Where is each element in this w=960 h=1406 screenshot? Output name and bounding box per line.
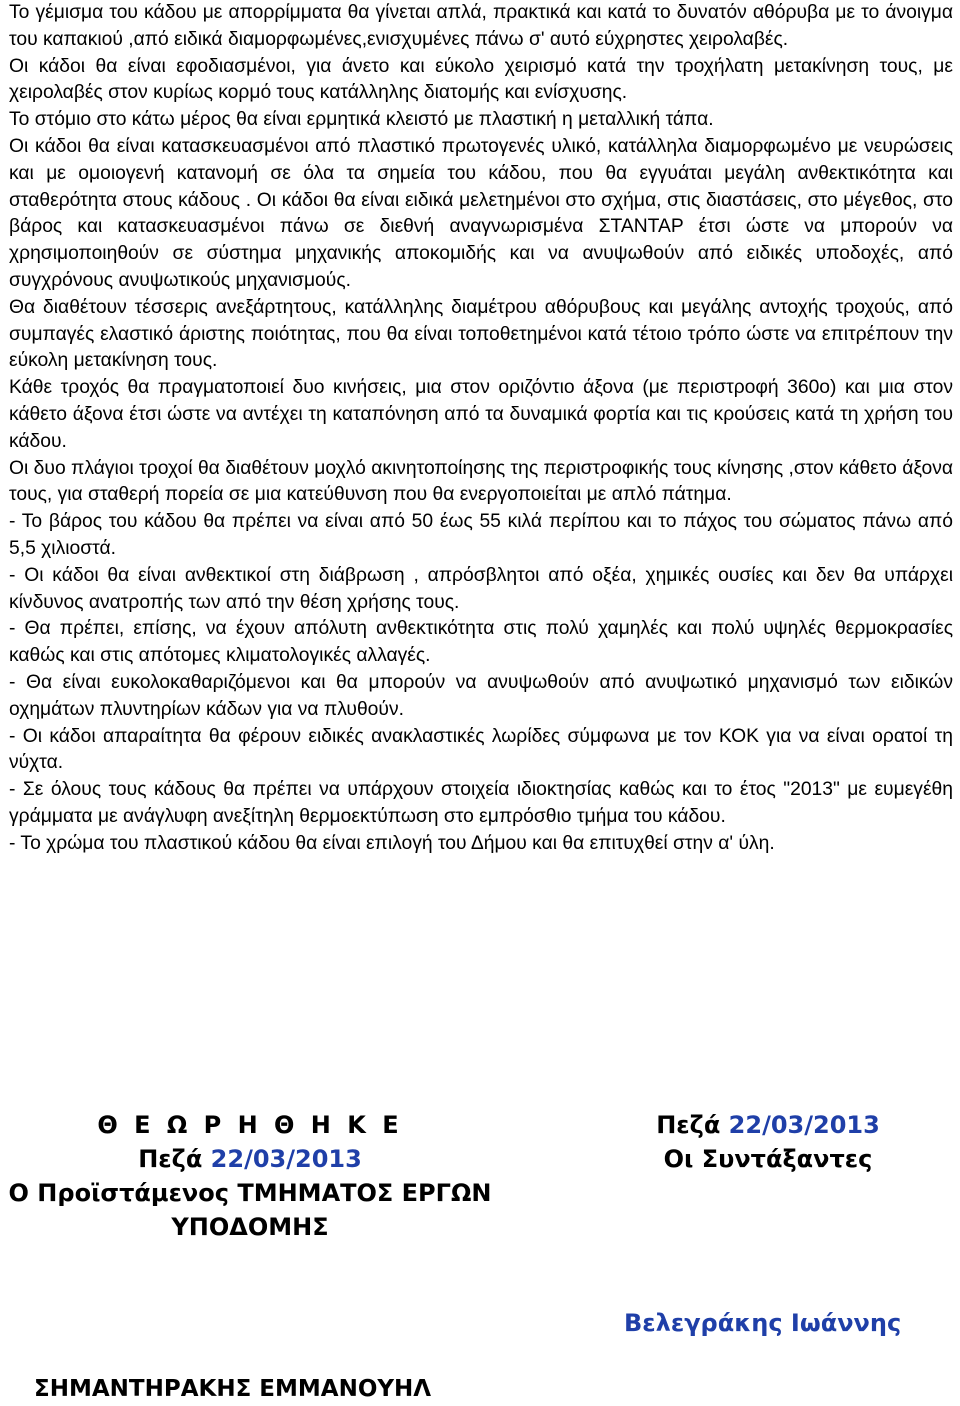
- paragraph-reflective-strips: - Οι κάδοι απαραίτητα θα φέρουν ειδικές ανακλαστικές λωρίδες σύμφωνα με τον ΚΟΚ για να είναι ορατοί τη νύχτα.: [9, 725, 953, 774]
- paragraph-ownership-marking: - Σε όλους τους κάδους θα πρέπει να υπάρχουν στοιχεία ιδιοκτησίας καθώς και το έτος "2013" με ευμεγέθη γράμματα με ανάγλυφη ανεξίτηλη θερμοεκτύπωση στο εμπρόσθιο τμήμα του κάδου.: [9, 779, 953, 827]
- approved-date: 22/03/2013: [210, 1145, 362, 1173]
- signature-block-authors: [600, 1108, 936, 1176]
- approved-role-line2: ΥΠΟΔΟΜΗΣ: [171, 1213, 329, 1241]
- approved-heading: Θ Ε Ω Ρ Η Θ Η Κ Ε: [97, 1111, 403, 1139]
- paragraph-wheel-motion: Κάθε τροχός θα πραγματοποιεί δυο κινήσεις, μια στον οριζόντιο άξονα (με περιστροφή 360ο) και μια στον κάθετο άξονα έτσι ώστε να αντέχει τη καταπόνηση από τα δυναμικά φορτία και τις κρούσεις κατά τη χρήση του κάδου.: [9, 377, 953, 452]
- authors-place: Πεζά: [656, 1111, 721, 1139]
- approved-role-line1: Ο Προϊστάμενος ΤΜΗΜΑΤΟΣ ΕΡΓΩΝ: [8, 1179, 492, 1207]
- paragraph-wheels: Θα διαθέτουν τέσσερις ανεξάρτητους, κατάλληλης διαμέτρου αθόρυβους και μεγάλης αντοχής τροχούς, από συμπαγές ελαστικό άριστης ποιότητας, που θα είναι τοποθετημένοι κατά τέτοιο τρόπο ώστε να επιτρέπουν την εύκολη μετακίνηση τους.: [9, 296, 953, 372]
- signature-block-approved: [0, 1108, 500, 1244]
- approver-name: ΣΗΜΑΝΤΗΡΑΚΗΣ ΕΜΜΑΝΟΥΗΛ: [34, 1376, 432, 1402]
- paragraph-drain-plug: Το στόμιο στο κάτω μέρος θα είναι ερμητικά κλειστό με πλαστική η μεταλλική τάπα.: [9, 109, 714, 131]
- authors-date: 22/03/2013: [728, 1111, 880, 1139]
- paragraph-lid-filling: Το γέμισμα του κάδου με απορρίμματα θα γίνεται απλά, πρακτικά και κατά το δυνατόν αθόρυβα με το άνοιγμα του καπακιού ,από ειδικά διαμορφωμένες,ενισχυμένες πάνω σ' αυτό εύχρηστες χειρολαβές.: [9, 2, 953, 50]
- paragraph-temperature: - Θα πρέπει, επίσης, να έχουν απόλυτη ανθεκτικότητα στις πολύ χαμηλές και πολύ υψηλές θερμοκρασίες καθώς και στις απότομες κλιματολογικές αλλαγές.: [9, 618, 953, 667]
- paragraph-brake-lever: Οι δυο πλάγιοι τροχοί θα διαθέτουν μοχλό ακινητοποίησης της περιστροφικής τους κίνησης ,στον κάθετο άξονα τους, για σταθερή πορεία σε μια κατεύθυνση που θα ενεργοποιείται με απλό πάτημα.: [9, 457, 953, 506]
- authors-role: Οι Συντάξαντες: [663, 1145, 873, 1173]
- paragraph-construction: Οι κάδοι θα είναι κατασκευασμένοι από πλαστικό πρωτογενές υλικό, κατάλληλα διαμορφωμένο με νευρώσεις και με ομοιογενή κατανομή σε όλα τα σημεία του κάδου, που θα εγγυάται μεγάλη ανθεκτικότητα και σταθερότητα στους κάδους . Οι κάδοι θα είναι ειδικά μελετημένοι στο σχήμα, στις διαστάσεις, στο μέγεθος, στο βάρος και κατασκευασμένοι πάνω σε διεθνή αναγνωρισμένα ΣΤΑΝΤΑΡ έτσι ώστε να μπορούν να χρησιμοποιηθούν σε σύστημα μηχανικής αποκομιδής και να ανυψωθούν από ειδικές υποδοχές, από συγχρόνους ανυψωτικούς μηχανισμούς.: [9, 135, 953, 291]
- paragraph-color: - Το χρώμα του πλαστικού κάδου θα είναι επιλογή του Δήμου και θα επιτυχθεί στην α' ύλη.: [9, 832, 775, 854]
- author-name: Βελεγράκης Ιωάννης: [624, 1309, 902, 1337]
- approved-place: Πεζά: [138, 1145, 203, 1173]
- document-body: [9, 0, 953, 858]
- paragraph-cleaning: - Θα είναι ευκολοκαθαριζόμενοι και θα μπορούν να ανυψωθούν από ανυψωτικό μηχανισμό των ειδικών οχημάτων πλυντηρίων κάδων για να πλυθούν.: [9, 671, 953, 720]
- approved-date-line: [0, 1142, 500, 1176]
- paragraph-weight: - Το βάρος του κάδου θα πρέπει να είναι από 50 έως 55 κιλά περίπου και το πάχος του σώματος πάνω από 5,5 χιλιοστά.: [9, 511, 953, 559]
- authors-date-line: [600, 1108, 936, 1142]
- paragraph-corrosion: - Οι κάδοι θα είναι ανθεκτικοί στη διάβρωση , απρόσβλητοι από οξέα, χημικές ουσίες και δεν θα υπάρχει κίνδυνος ανατροπής των από την θέση χρήσης τους.: [9, 564, 953, 613]
- paragraph-handles: Οι κάδοι θα είναι εφοδιασμένοι, για άνετο και εύκολο χειρισμό κατά την τροχήλατη μετακίνηση τους, με χειρολαβές στον κυρίως κορμό τους κατάλληλης διατομής και ενίσχυσης.: [9, 55, 953, 104]
